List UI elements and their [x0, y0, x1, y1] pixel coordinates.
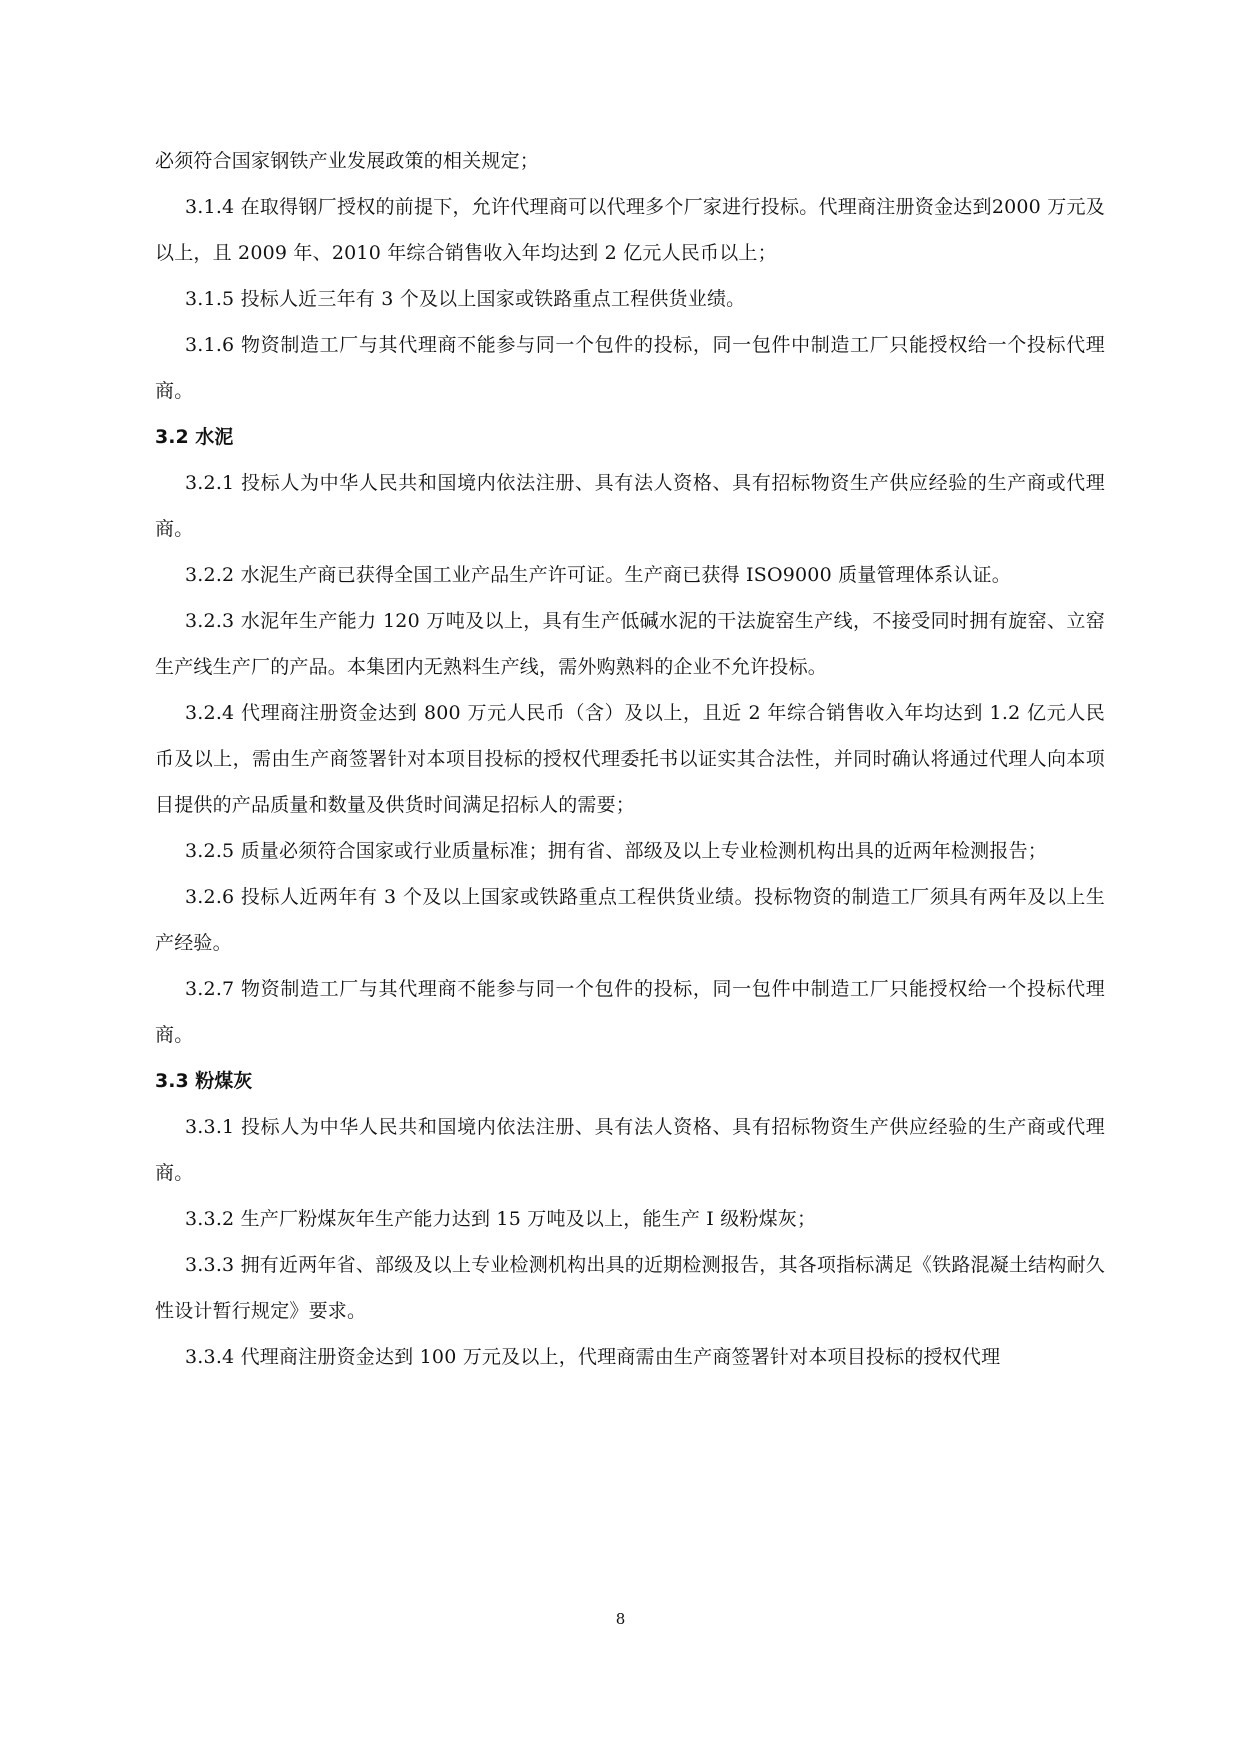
document-body [155, 138, 1105, 1380]
section-heading-3-2: 3.2 水泥 [155, 426, 234, 448]
clause-3-2-3: 3.2.3 水泥年生产能力 120 万吨及以上，具有生产低碱水泥的干法旋窑生产线，不接受同时拥有旋窑、立窑生产线生产厂的产品。本集团内无熟料生产线，需外购熟料的企业不允许投标。 [155, 610, 1105, 678]
clause-3-2-2: 3.2.2 水泥生产商已获得全国工业产品生产许可证。生产商已获得 ISO9000 质量管理体系认证。 [185, 564, 1011, 586]
clause-3-1-4: 3.1.4 在取得钢厂授权的前提下，允许代理商可以代理多个厂家进行投标。代理商注册资金达到2000 万元及以上，且 2009 年、2010 年综合销售收入年均达到 2 亿元人民币以上； [155, 196, 1105, 264]
clause-3-1-5: 3.1.5 投标人近三年有 3 个及以上国家或铁路重点工程供货业绩。 [185, 288, 746, 310]
clause-3-2-7: 3.2.7 物资制造工厂与其代理商不能参与同一个包件的投标，同一包件中制造工厂只能授权给一个投标代理商。 [155, 978, 1105, 1046]
clause-3-3-2: 3.3.2 生产厂粉煤灰年生产能力达到 15 万吨及以上，能生产 I 级粉煤灰； [185, 1208, 817, 1230]
clause-3-3-3: 3.3.3 拥有近两年省、部级及以上专业检测机构出具的近期检测报告，其各项指标满足《铁路混凝土结构耐久性设计暂行规定》要求。 [155, 1254, 1105, 1322]
clause-3-2-5: 3.2.5 质量必须符合国家或行业质量标准；拥有省、部级及以上专业检测机构出具的近两年检测报告； [185, 840, 1047, 862]
page-number: 8 [615, 1610, 626, 1628]
clause-3-2-6: 3.2.6 投标人近两年有 3 个及以上国家或铁路重点工程供货业绩。投标物资的制造工厂须具有两年及以上生产经验。 [155, 886, 1105, 954]
section-heading-3-3: 3.3 粉煤灰 [155, 1070, 253, 1092]
clause-3-1-6: 3.1.6 物资制造工厂与其代理商不能参与同一个包件的投标，同一包件中制造工厂只能授权给一个投标代理商。 [155, 334, 1105, 402]
clause-3-2-4: 3.2.4 代理商注册资金达到 800 万元人民币（含）及以上，且近 2 年综合销售收入年均达到 1.2 亿元人民币及以上，需由生产商签署针对本项目投标的授权代理委托书以证实其合法性，并同时确认将通过代理人向本项目提供的产品质量和数量及供货时间满足招标人的需要； [155, 702, 1105, 816]
clause-3-3-4: 3.3.4 代理商注册资金达到 100 万元及以上，代理商需由生产商签署针对本项目投标的授权代理 [185, 1346, 1001, 1368]
clause-3-2-1: 3.2.1 投标人为中华人民共和国境内依法注册、具有法人资格、具有招标物资生产供应经验的生产商或代理商。 [155, 472, 1105, 540]
paragraph: 必须符合国家钢铁产业发展政策的相关规定； [155, 150, 540, 172]
clause-3-3-1: 3.3.1 投标人为中华人民共和国境内依法注册、具有法人资格、具有招标物资生产供应经验的生产商或代理商。 [155, 1116, 1105, 1184]
